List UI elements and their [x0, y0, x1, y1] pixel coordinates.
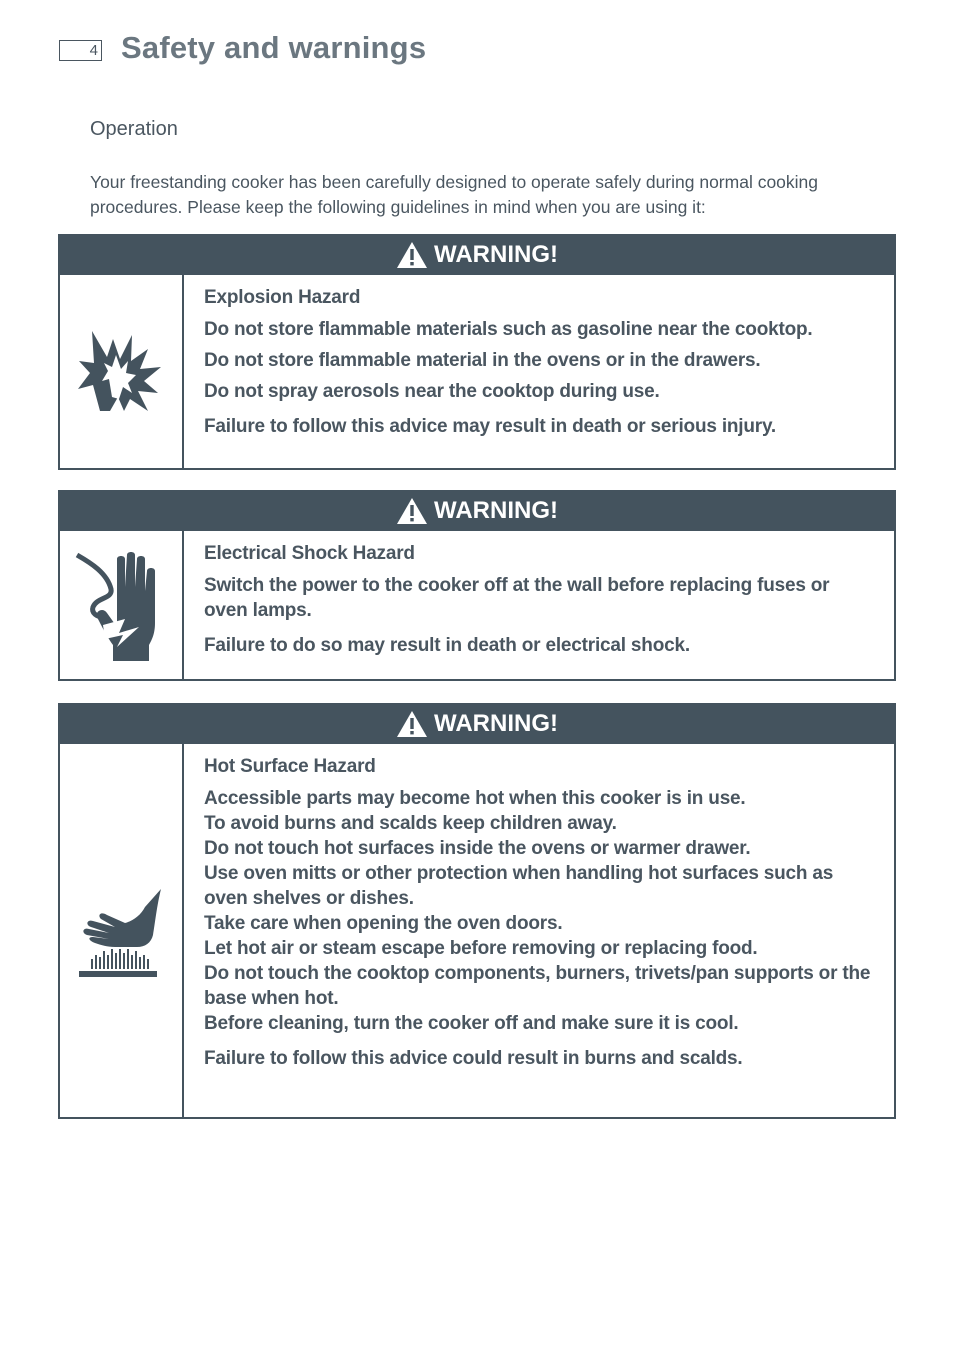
- warning-label: WARNING!: [434, 240, 558, 268]
- warning-header: [58, 703, 896, 744]
- page-number: 4: [59, 40, 102, 61]
- warning-line: Let hot air or steam escape before removing or replacing food.: [204, 938, 758, 959]
- warning-triangle-icon: [396, 497, 428, 525]
- hazard-title: Explosion Hazard: [204, 287, 361, 308]
- warning-triangle-icon: [396, 241, 428, 269]
- warning-triangle-icon: [396, 710, 428, 738]
- warning-header: [58, 490, 896, 531]
- warning-consequence: Failure to follow this advice could result in burns and scalds.: [204, 1048, 743, 1069]
- warning-consequence: Failure to do so may result in death or electrical shock.: [204, 635, 690, 656]
- warning-consequence: Failure to follow this advice may result in death or serious injury.: [204, 416, 777, 437]
- warning-line: Do not touch hot surfaces inside the ovens or warmer drawer.: [204, 838, 751, 859]
- icon-cell: [60, 531, 184, 679]
- warning-header: [58, 234, 896, 275]
- intro-text: Your freestanding cooker has been carefully designed to operate safely during normal cooking procedures. Please keep the following guidelines in mind when you are using it:: [90, 172, 819, 217]
- icon-cell: [60, 275, 184, 468]
- warning-line: Do not store flammable material in the ovens or in the drawers.: [204, 350, 761, 371]
- warning-label: WARNING!: [434, 496, 558, 524]
- warning-line: Use oven mitts or other protection when handling hot surfaces such as oven shelves or dishes.: [204, 863, 834, 909]
- icon-cell: [60, 744, 184, 1117]
- hazard-title: Electrical Shock Hazard: [204, 543, 415, 564]
- warning-line: Switch the power to the cooker off at the wall before replacing fuses or oven lamps.: [204, 575, 830, 621]
- warning-line: To avoid burns and scalds keep children away.: [204, 813, 617, 834]
- warning-box-hot-surface: [58, 703, 896, 1119]
- warning-line: Do not store flammable materials such as gasoline near the cooktop.: [204, 319, 813, 340]
- warning-box-explosion: [58, 234, 896, 470]
- hot-surface-icon: [79, 885, 163, 977]
- warning-box-electrical: [58, 490, 896, 681]
- section-title: Operation: [90, 118, 178, 140]
- electric-shock-icon: [73, 545, 169, 665]
- hazard-title: Hot Surface Hazard: [204, 756, 376, 777]
- warning-line: Do not spray aerosols near the cooktop during use.: [204, 381, 660, 402]
- warning-label: WARNING!: [434, 709, 558, 737]
- explosion-icon: [76, 327, 166, 417]
- warning-text: [184, 744, 894, 1117]
- page-title: Safety and warnings: [121, 30, 427, 65]
- warning-line: Accessible parts may become hot when this cooker is in use.: [204, 788, 746, 809]
- warning-line: Take care when opening the oven doors.: [204, 913, 563, 934]
- warning-line: Do not touch the cooktop components, burners, trivets/pan supports or the base when hot.: [204, 963, 871, 1009]
- warning-text: [184, 275, 894, 468]
- warning-line: Before cleaning, turn the cooker off and make sure it is cool.: [204, 1013, 739, 1034]
- warning-text: [184, 531, 894, 679]
